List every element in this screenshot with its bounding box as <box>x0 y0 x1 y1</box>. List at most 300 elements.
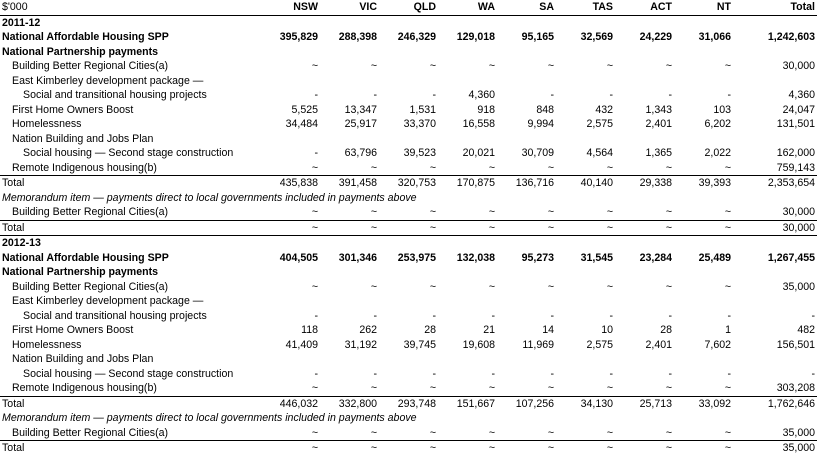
cell-value: 39,745 <box>403 338 436 351</box>
cell-value: ~ <box>724 161 731 174</box>
cell-value: - <box>550 89 554 101</box>
cell-value: 24,047 <box>782 103 815 116</box>
cell-value: 395,829 <box>279 31 318 43</box>
cell-value <box>262 352 320 367</box>
cell-value: ~ <box>547 161 554 174</box>
cell-value: 1,762,646 <box>733 396 817 411</box>
table-row <box>0 323 817 338</box>
table-row <box>0 88 817 103</box>
cell-value: ~ <box>606 426 613 439</box>
cell-value: ~ <box>547 426 554 439</box>
cell-value: ~ <box>724 382 731 394</box>
section-heading-row <box>0 265 817 280</box>
cell-value <box>615 265 674 280</box>
cell-value <box>497 74 556 89</box>
row-label: Total <box>0 176 262 191</box>
cell-value: 95,165 <box>521 31 554 43</box>
cell-value: 2,022 <box>704 147 731 159</box>
cell-value: ~ <box>606 161 613 174</box>
cell-value: - <box>314 309 318 322</box>
row-label: Total <box>0 220 262 236</box>
cell-value <box>674 15 733 30</box>
row-label: Social housing — Second stage construction <box>23 147 234 159</box>
cell-value: - <box>727 89 731 101</box>
column-header: Total <box>733 0 817 15</box>
cell-value: - <box>432 89 436 101</box>
cell-value: 246,329 <box>397 31 436 43</box>
cell-value <box>379 352 438 367</box>
cell-value: 40,140 <box>556 176 615 191</box>
cell-value: - <box>314 147 318 159</box>
table-row <box>0 132 817 147</box>
table-row <box>0 338 817 353</box>
table-row <box>0 309 817 324</box>
memorandum-note-row <box>0 411 817 426</box>
cell-value <box>379 236 438 251</box>
cell-value <box>674 74 733 89</box>
cell-value: ~ <box>370 426 377 439</box>
cell-value: ~ <box>665 280 672 293</box>
table-row <box>0 74 817 89</box>
cell-value: 253,975 <box>397 251 436 264</box>
cell-value: 25,713 <box>615 396 674 411</box>
cell-value <box>438 45 497 60</box>
cell-value: ~ <box>311 382 318 394</box>
cell-value: ~ <box>606 280 613 293</box>
row-label: Total <box>0 396 262 411</box>
cell-value <box>320 352 379 367</box>
cell-value <box>379 15 438 30</box>
cell-value: ~ <box>497 441 556 456</box>
cell-value: ~ <box>547 280 554 293</box>
cell-value <box>556 265 615 280</box>
row-label: Memorandum item — payments direct to local governments included in payments above <box>2 191 417 204</box>
cell-value <box>320 74 379 89</box>
cell-value <box>438 236 497 251</box>
cell-value: ~ <box>674 441 733 456</box>
cell-value: ~ <box>665 161 672 174</box>
table-row <box>0 381 817 396</box>
row-label: 2012-13 <box>2 237 41 249</box>
cell-value <box>733 352 817 367</box>
table-row <box>0 103 817 118</box>
cell-value: 19,608 <box>462 338 495 351</box>
cell-value: 39,393 <box>674 176 733 191</box>
cell-value: 131,501 <box>776 118 815 130</box>
cell-value: 118 <box>301 324 318 336</box>
row-label: Remote Indigenous housing(b) <box>12 161 157 174</box>
cell-value: 1,267,455 <box>767 251 815 264</box>
cell-value <box>615 132 674 147</box>
cell-value: - <box>811 309 815 322</box>
cell-value: - <box>609 367 613 380</box>
row-label: 2011-12 <box>2 16 41 29</box>
cell-value: 435,838 <box>262 176 320 191</box>
cell-value <box>438 15 497 30</box>
table-body <box>0 15 817 456</box>
cell-value: 2,575 <box>586 118 613 130</box>
cell-value <box>733 236 817 251</box>
cell-value: ~ <box>429 280 436 293</box>
cell-value: ~ <box>556 441 615 456</box>
cell-value: 16,558 <box>462 118 495 130</box>
table-row <box>0 352 817 367</box>
cell-value: 303,208 <box>776 382 815 394</box>
section-heading-row <box>0 251 817 266</box>
cell-value <box>379 45 438 60</box>
cell-value: 107,256 <box>497 396 556 411</box>
cell-value <box>556 352 615 367</box>
cell-value: ~ <box>370 60 377 72</box>
cell-value <box>733 294 817 309</box>
column-header: NSW <box>262 0 320 15</box>
cell-value: - <box>550 367 554 380</box>
cell-value: ~ <box>370 382 377 394</box>
cell-value: - <box>727 309 731 322</box>
cell-value <box>497 352 556 367</box>
total-row <box>0 396 817 411</box>
row-label: Memorandum item — payments direct to local governments included in payments above <box>2 412 417 424</box>
cell-value <box>733 132 817 147</box>
cell-value <box>379 294 438 309</box>
cell-value: 32,569 <box>580 31 613 43</box>
row-label: Social and transitional housing projects <box>23 309 207 322</box>
cell-value: 301,346 <box>338 251 377 264</box>
year-heading-row <box>0 236 817 251</box>
cell-value: 404,505 <box>279 251 318 264</box>
cell-value: 30,000 <box>733 220 817 236</box>
cell-value: ~ <box>724 206 731 218</box>
row-label: Homelessness <box>12 118 82 130</box>
cell-value: 1,365 <box>645 147 672 159</box>
cell-value <box>556 45 615 60</box>
table-row <box>0 205 817 220</box>
row-label: Social and transitional housing projects <box>23 89 207 101</box>
row-label: Building Better Regional Cities(a) <box>12 206 169 218</box>
row-label: East Kimberley development package — <box>12 295 204 307</box>
cell-value: 288,398 <box>338 31 377 43</box>
cell-value: ~ <box>547 60 554 72</box>
cell-value: 30,000 <box>782 206 815 218</box>
cell-value: ~ <box>665 206 672 218</box>
row-label: First Home Owners Boost <box>12 103 134 116</box>
cell-value <box>733 15 817 30</box>
cell-value: ~ <box>311 60 318 72</box>
cell-value: 23,284 <box>639 251 672 264</box>
cell-value: - <box>491 367 495 380</box>
cell-value <box>556 74 615 89</box>
cell-value: 1 <box>725 324 731 336</box>
cell-value: 293,748 <box>379 396 438 411</box>
row-label: Total <box>0 441 262 456</box>
cell-value: 33,370 <box>403 118 436 130</box>
cell-value <box>615 294 674 309</box>
cell-value <box>438 132 497 147</box>
cell-value: 35,000 <box>733 441 817 456</box>
cell-value <box>674 352 733 367</box>
table-header-row <box>0 0 817 15</box>
cell-value: ~ <box>488 426 495 439</box>
column-header: QLD <box>379 0 438 15</box>
cell-value: 4,360 <box>788 89 815 101</box>
cell-value: 170,875 <box>438 176 497 191</box>
cell-value: ~ <box>615 441 674 456</box>
cell-value: 5,525 <box>291 103 318 116</box>
cell-value <box>497 236 556 251</box>
cell-value: ~ <box>320 220 379 236</box>
row-label: East Kimberley development package — <box>12 74 204 87</box>
cell-value: 151,667 <box>438 396 497 411</box>
unit-label: $'000 <box>0 0 262 15</box>
cell-value <box>556 236 615 251</box>
cell-value: - <box>609 309 613 322</box>
cell-value: ~ <box>488 161 495 174</box>
cell-value: 34,130 <box>556 396 615 411</box>
row-label: Remote Indigenous housing(b) <box>12 382 157 394</box>
table-row <box>0 426 817 441</box>
cell-value <box>320 15 379 30</box>
cell-value: - <box>668 309 672 322</box>
row-label: Nation Building and Jobs Plan <box>12 353 154 365</box>
cell-value <box>615 74 674 89</box>
cell-value: ~ <box>488 280 495 293</box>
cell-value: ~ <box>320 441 379 456</box>
cell-value: 136,716 <box>497 176 556 191</box>
cell-value: ~ <box>311 280 318 293</box>
cell-value: 29,338 <box>615 176 674 191</box>
cell-value: 7,602 <box>704 338 731 351</box>
cell-value: 4,360 <box>468 89 495 101</box>
cell-value: - <box>314 367 318 380</box>
cell-value: ~ <box>262 441 320 456</box>
cell-value: 129,018 <box>456 31 495 43</box>
cell-value <box>733 45 817 60</box>
cell-value <box>674 45 733 60</box>
cell-value: ~ <box>674 220 733 236</box>
cell-value <box>615 352 674 367</box>
cell-value <box>615 15 674 30</box>
cell-value: - <box>373 367 377 380</box>
cell-value: 262 <box>359 324 377 336</box>
row-label: National Affordable Housing SPP <box>2 251 169 264</box>
column-header: ACT <box>615 0 674 15</box>
cell-value: ~ <box>724 60 731 72</box>
cell-value: ~ <box>429 161 436 174</box>
cell-value: ~ <box>615 220 674 236</box>
cell-value: - <box>373 89 377 101</box>
cell-value: 759,143 <box>776 161 815 174</box>
cell-value <box>556 294 615 309</box>
table-row <box>0 161 817 176</box>
cell-value: 28 <box>424 324 436 336</box>
cell-value: 132,038 <box>456 251 495 264</box>
cell-value: - <box>727 367 731 380</box>
row-label: Homelessness <box>12 338 82 351</box>
cell-value <box>438 352 497 367</box>
row-label: Building Better Regional Cities(a) <box>12 280 169 293</box>
cell-value: - <box>432 367 436 380</box>
column-header: NT <box>674 0 733 15</box>
cell-value: - <box>668 89 672 101</box>
cell-value: ~ <box>606 60 613 72</box>
cell-value <box>262 294 320 309</box>
cell-value <box>556 15 615 30</box>
cell-value <box>615 236 674 251</box>
cell-value <box>379 265 438 280</box>
cell-value: 1,531 <box>409 103 436 116</box>
cell-value <box>320 265 379 280</box>
cell-value <box>497 132 556 147</box>
cell-value: ~ <box>429 206 436 218</box>
cell-value <box>674 132 733 147</box>
cell-value <box>320 236 379 251</box>
cell-value: ~ <box>379 441 438 456</box>
cell-value: 95,273 <box>521 251 554 264</box>
row-label: Nation Building and Jobs Plan <box>12 132 154 145</box>
cell-value <box>733 265 817 280</box>
cell-value: ~ <box>311 206 318 218</box>
total-row <box>0 176 817 191</box>
cell-value: 35,000 <box>782 426 815 439</box>
table-row <box>0 294 817 309</box>
cell-value <box>733 74 817 89</box>
year-heading-row <box>0 15 817 30</box>
cell-value <box>497 294 556 309</box>
cell-value: 31,545 <box>580 251 613 264</box>
row-label: National Partnership payments <box>2 45 159 58</box>
cell-value: ~ <box>724 426 731 439</box>
column-header: VIC <box>320 0 379 15</box>
cell-value: 2,353,654 <box>733 176 817 191</box>
cell-value: 918 <box>477 103 495 116</box>
cell-value: 63,796 <box>344 147 377 159</box>
cell-value: 2,401 <box>645 118 672 130</box>
cell-value: ~ <box>429 60 436 72</box>
cell-value: 10 <box>601 324 613 336</box>
table-row <box>0 117 817 132</box>
cell-value: ~ <box>311 161 318 174</box>
cell-value: 320,753 <box>379 176 438 191</box>
cell-value: ~ <box>488 382 495 394</box>
cell-value <box>674 236 733 251</box>
cell-value <box>615 45 674 60</box>
cell-value: - <box>811 367 815 380</box>
cell-value: 11,969 <box>522 338 554 351</box>
cell-value: ~ <box>262 220 320 236</box>
cell-value: ~ <box>547 206 554 218</box>
cell-value <box>320 45 379 60</box>
table-row <box>0 367 817 382</box>
table-row <box>0 146 817 161</box>
cell-value: 24,229 <box>639 31 672 43</box>
cell-value <box>674 294 733 309</box>
cell-value: ~ <box>665 60 672 72</box>
table-row <box>0 59 817 74</box>
cell-value <box>262 132 320 147</box>
cell-value: ~ <box>370 161 377 174</box>
cell-value: ~ <box>429 426 436 439</box>
cell-value: 848 <box>536 103 554 116</box>
cell-value: 34,484 <box>285 118 318 130</box>
cell-value: ~ <box>665 382 672 394</box>
cell-value: 30,709 <box>521 147 554 159</box>
cell-value: 21 <box>483 324 495 336</box>
cell-value: 391,458 <box>320 176 379 191</box>
cell-value <box>379 74 438 89</box>
cell-value: 446,032 <box>262 396 320 411</box>
cell-value: 2,401 <box>645 338 672 351</box>
cell-value: - <box>491 309 495 322</box>
column-header: WA <box>438 0 497 15</box>
cell-value: 432 <box>595 103 613 116</box>
section-heading-row <box>0 45 817 60</box>
cell-value: 31,192 <box>344 338 377 351</box>
cell-value: 162,000 <box>776 147 815 159</box>
cell-value: 103 <box>713 103 731 116</box>
row-label: Social housing — Second stage construction <box>23 367 234 380</box>
cell-value: ~ <box>488 206 495 218</box>
cell-value: 14 <box>542 324 554 336</box>
cell-value <box>674 265 733 280</box>
cell-value: 482 <box>797 324 815 336</box>
cell-value <box>262 265 320 280</box>
cell-value <box>262 236 320 251</box>
cell-value <box>379 132 438 147</box>
cell-value: ~ <box>606 382 613 394</box>
cell-value: 332,800 <box>320 396 379 411</box>
cell-value: ~ <box>547 382 554 394</box>
cell-value: 1,242,603 <box>767 31 815 43</box>
cell-value: 156,501 <box>776 338 815 351</box>
cell-value: 31,066 <box>698 31 731 43</box>
cell-value: ~ <box>497 220 556 236</box>
cell-value: ~ <box>370 280 377 293</box>
cell-value: - <box>432 309 436 322</box>
cell-value: - <box>609 89 613 101</box>
cell-value <box>497 15 556 30</box>
cell-value: ~ <box>379 220 438 236</box>
cell-value: ~ <box>665 426 672 439</box>
cell-value: - <box>373 309 377 322</box>
cell-value: ~ <box>438 441 497 456</box>
cell-value <box>320 132 379 147</box>
cell-value: 13,347 <box>344 103 377 116</box>
cell-value: 41,409 <box>285 338 318 351</box>
row-label: First Home Owners Boost <box>12 324 134 336</box>
table-row <box>0 280 817 295</box>
column-header: TAS <box>556 0 615 15</box>
cell-value: 20,021 <box>462 147 495 159</box>
cell-value: ~ <box>370 206 377 218</box>
cell-value <box>262 15 320 30</box>
cell-value: ~ <box>488 60 495 72</box>
cell-value <box>262 74 320 89</box>
cell-value: ~ <box>311 426 318 439</box>
cell-value: 39,523 <box>403 147 436 159</box>
row-label: Building Better Regional Cities(a) <box>12 60 169 72</box>
cell-value: 25,917 <box>344 118 377 130</box>
cell-value <box>262 45 320 60</box>
cell-value: 35,000 <box>782 280 815 293</box>
cell-value: 4,564 <box>586 147 613 159</box>
cell-value <box>556 132 615 147</box>
section-heading-row <box>0 30 817 45</box>
memorandum-note-row <box>0 191 817 206</box>
cell-value: ~ <box>429 382 436 394</box>
cell-value <box>497 45 556 60</box>
cell-value: ~ <box>438 220 497 236</box>
cell-value: 30,000 <box>782 60 815 72</box>
